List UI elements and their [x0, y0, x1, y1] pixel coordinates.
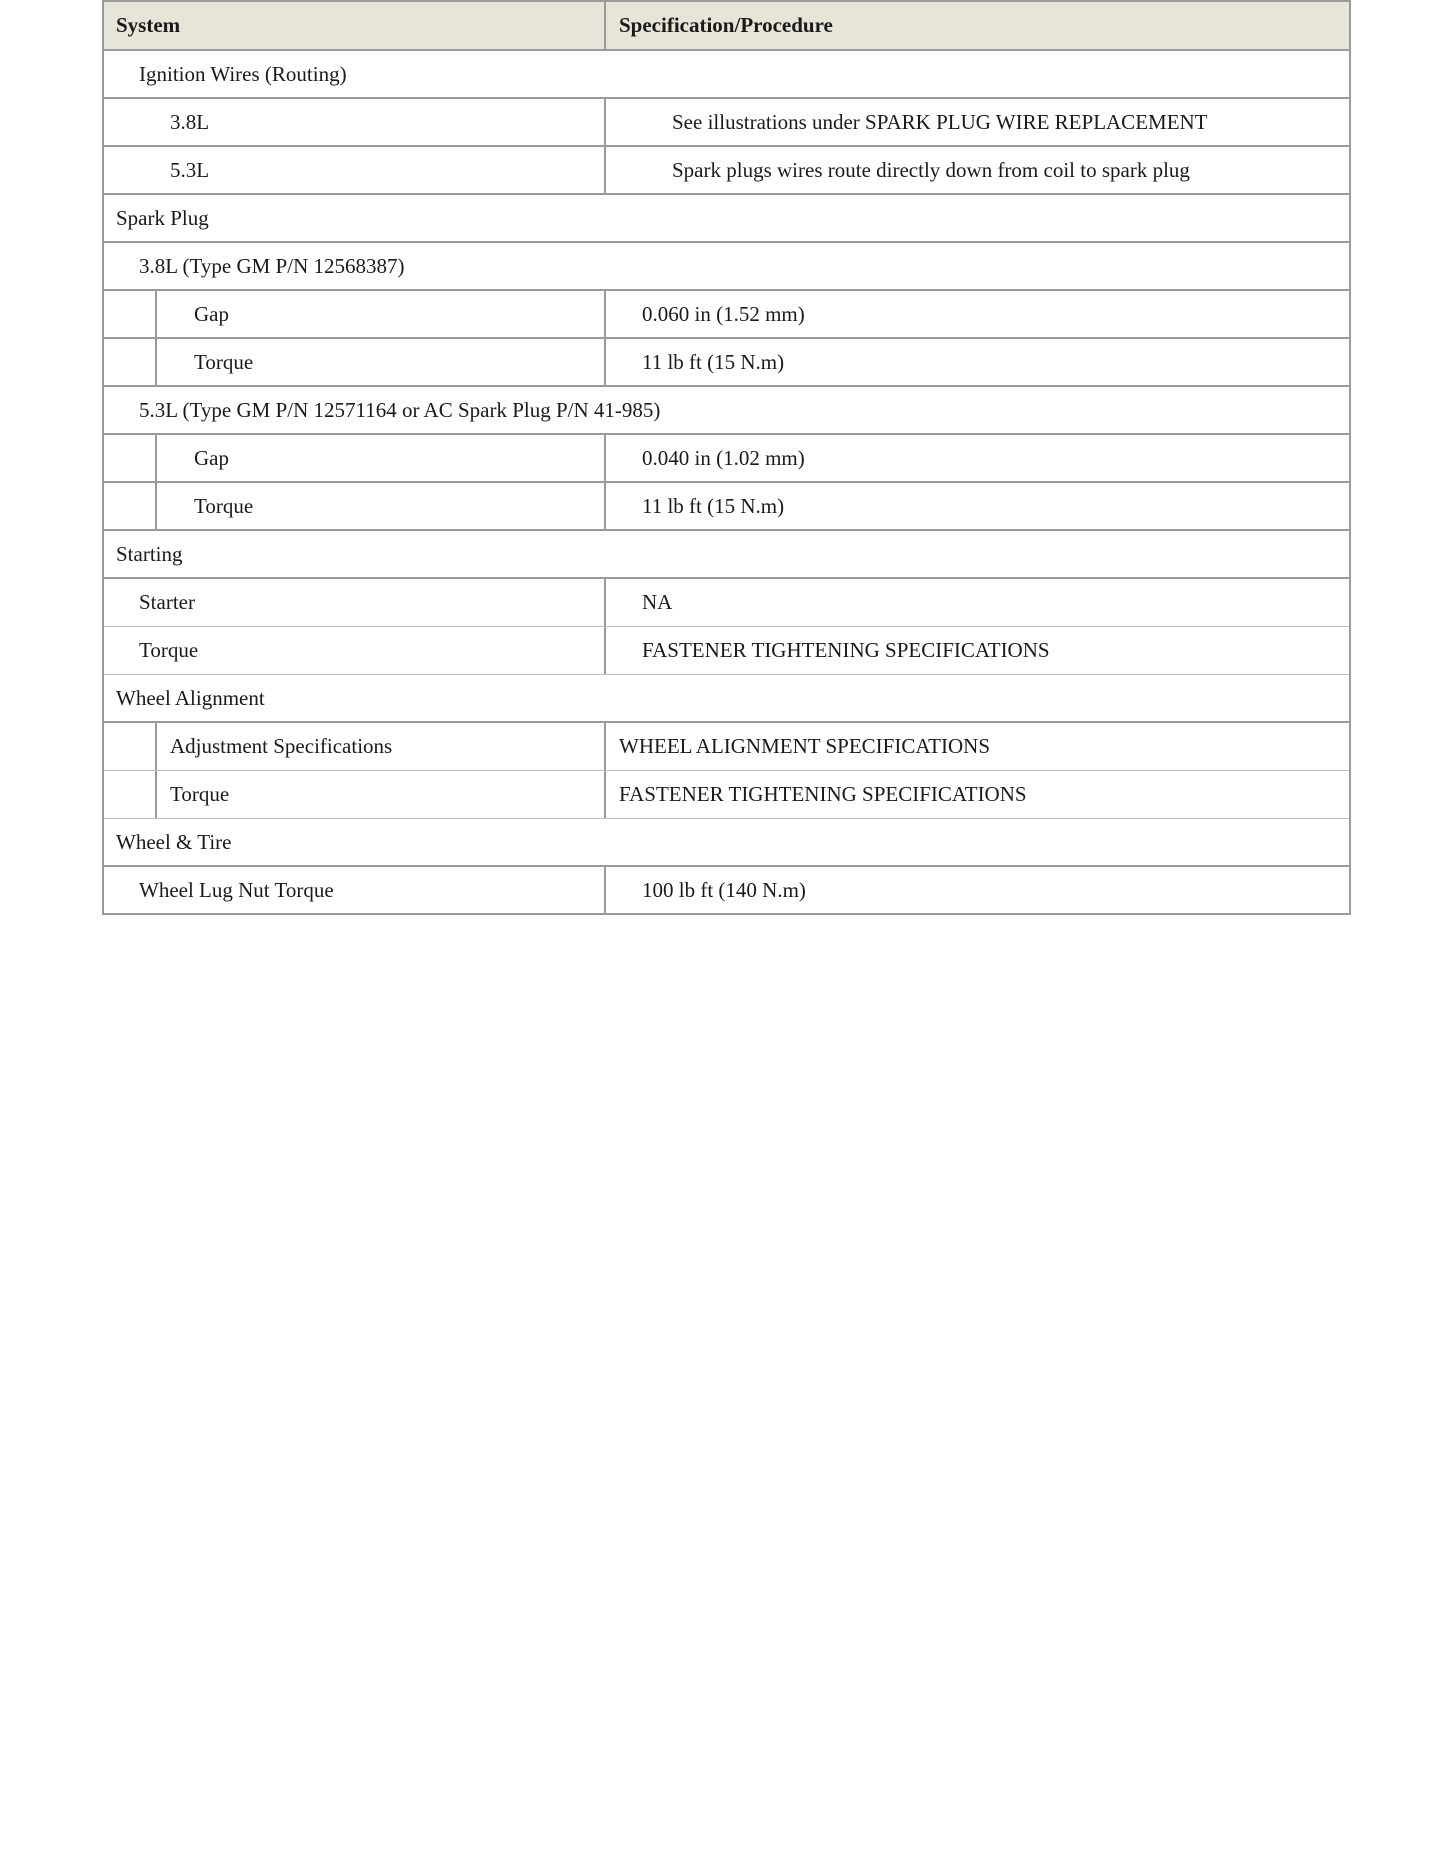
- section-row: [104, 243, 1349, 291]
- column-divider: [604, 2, 606, 49]
- header-spec: Specification/Procedure: [619, 13, 833, 37]
- row-label: Gap: [194, 301, 229, 326]
- indent-divider: [155, 723, 157, 770]
- column-divider: [604, 867, 606, 913]
- row-label: 3.8L: [170, 109, 210, 134]
- row-label: Gap: [194, 445, 229, 470]
- section-label: 3.8L (Type GM P/N 12568387): [139, 253, 405, 278]
- header-system: System: [116, 13, 181, 37]
- row-value: FASTENER TIGHTENING SPECIFICATIONS: [619, 782, 1027, 806]
- column-divider: [604, 627, 606, 674]
- table-row: [104, 579, 1349, 627]
- indent-divider: [155, 771, 157, 818]
- row-value: NA: [642, 590, 673, 614]
- section-row: [104, 531, 1349, 579]
- column-divider: [604, 723, 606, 770]
- column-divider: [604, 147, 606, 193]
- section-label: Ignition Wires (Routing): [139, 61, 347, 86]
- column-divider: [604, 435, 606, 481]
- table-row: [104, 867, 1349, 915]
- row-value: 0.060 in (1.52 mm): [642, 301, 805, 326]
- table-row: [104, 627, 1349, 675]
- section-label: Wheel & Tire: [116, 829, 232, 854]
- table-row: [104, 99, 1349, 147]
- indent-divider: [155, 291, 157, 337]
- spec-table: [102, 0, 1351, 915]
- row-value: FASTENER TIGHTENING SPECIFICATIONS: [642, 638, 1050, 662]
- row-label: Torque: [170, 782, 230, 806]
- column-divider: [604, 99, 606, 145]
- row-value: 11 lb ft (15 N.m): [642, 349, 785, 374]
- row-value: WHEEL ALIGNMENT SPECIFICATIONS: [619, 734, 990, 758]
- row-label: 5.3L: [170, 157, 210, 182]
- row-value: 0.040 in (1.02 mm): [642, 445, 805, 470]
- section-row: [104, 51, 1349, 99]
- table-row: [104, 771, 1349, 819]
- row-label: Torque: [194, 493, 254, 518]
- column-divider: [604, 579, 606, 626]
- table-row: [104, 723, 1349, 771]
- row-label: Adjustment Specifications: [170, 734, 393, 758]
- section-label: Wheel Alignment: [116, 685, 265, 710]
- section-row: [104, 195, 1349, 243]
- column-divider: [604, 291, 606, 337]
- row-value: 100 lb ft (140 N.m): [642, 877, 806, 902]
- row-label: Torque: [139, 638, 199, 662]
- table-row: [104, 483, 1349, 531]
- row-label: Wheel Lug Nut Torque: [139, 877, 334, 902]
- table-row: [104, 291, 1349, 339]
- row-value: See illustrations under SPARK PLUG WIRE REPLACEMENT: [672, 109, 1208, 134]
- column-divider: [604, 483, 606, 529]
- section-row: [104, 819, 1349, 867]
- row-value: 11 lb ft (15 N.m): [642, 493, 785, 518]
- row-value: Spark plugs wires route directly down from coil to spark plug: [672, 157, 1190, 182]
- table-row: [104, 339, 1349, 387]
- row-label: Torque: [194, 349, 254, 374]
- section-label: 5.3L (Type GM P/N 12571164 or AC Spark Plug P/N 41-985): [139, 397, 661, 422]
- table-row: [104, 435, 1349, 483]
- section-row: [104, 387, 1349, 435]
- row-label: Starter: [139, 590, 195, 614]
- indent-divider: [155, 483, 157, 529]
- indent-divider: [155, 339, 157, 385]
- column-divider: [604, 771, 606, 818]
- indent-divider: [155, 435, 157, 481]
- table-header-row: [104, 2, 1349, 51]
- section-label: Starting: [116, 541, 183, 566]
- table-row: [104, 147, 1349, 195]
- section-label: Spark Plug: [116, 205, 209, 230]
- column-divider: [604, 339, 606, 385]
- section-row: [104, 675, 1349, 723]
